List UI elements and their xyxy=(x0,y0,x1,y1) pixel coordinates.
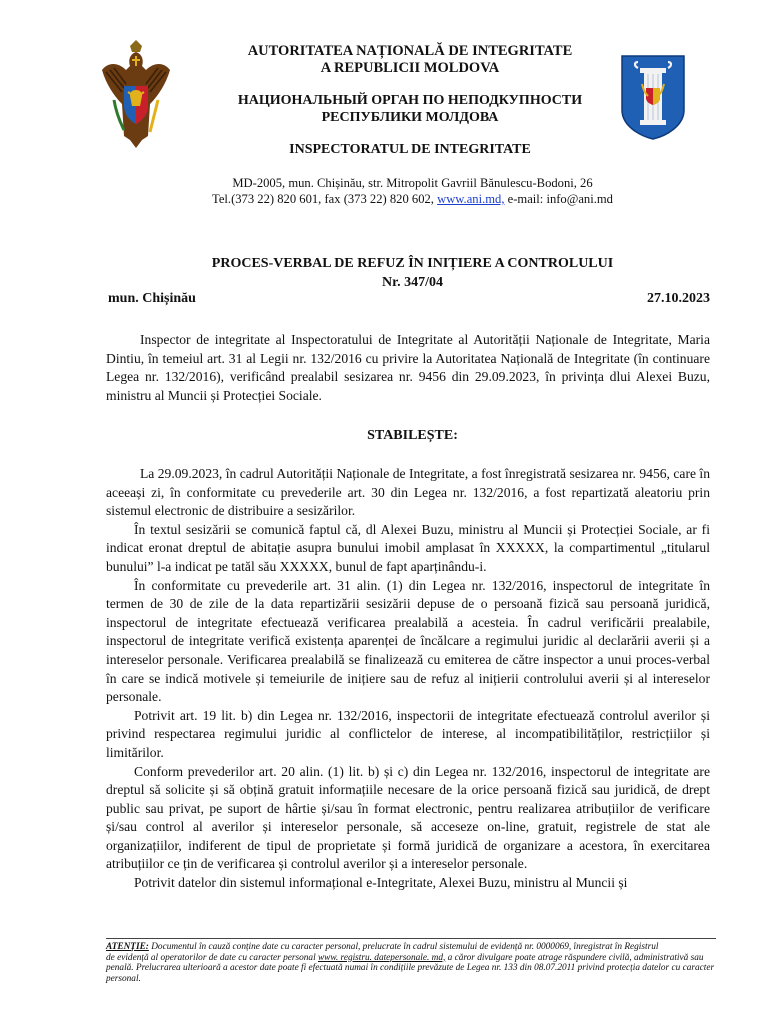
footnote-divider xyxy=(106,938,716,939)
contacts-prefix: Tel.(373 22) 820 601, fax (373 22) 820 602, xyxy=(212,192,438,206)
paragraph: Potrivit datelor din sistemul informațional e-Integritate, Alexei Buzu, ministru al Muncii și xyxy=(134,875,628,891)
footnote-line2-prefix: de evidență al operatorilor de date cu caracter personal xyxy=(106,952,318,963)
footnote-attention: ATENȚIE: xyxy=(106,942,149,952)
website-link[interactable]: www.ani.md, xyxy=(437,192,505,206)
org-name-ro xyxy=(160,43,660,76)
org-name-ru-line1: НАЦИОНАЛЬНЫЙ ОРГАН ПО НЕПОДКУПНОСТИ xyxy=(237,93,583,108)
address-line: MD-2005, mun. Chișinău, str. Mitropolit Gavriil Bănulescu-Bodoni, 26 xyxy=(232,176,593,190)
intro-text: Inspector de integritate al Inspectoratului de Integritate al Autorității Naționale de Integritate, Maria Dintiu, în temeiul art. 31 al Legii nr. 132/2016 cu privire la Autoritatea Națională de Integritate (în continuare Legea nr. 132/2016), verificând prealabil sesizarea nr. 9456 din 29.09.2023, în privința dlui Alexei Buzu, ministru al Muncii și Protecției Sociale. xyxy=(106,332,710,403)
footnote-line1: Documentul în cauză conține date cu caracter personal, prelucrate în cadrul sistemului de evidență nr. 0000069, înregistrat în Registrul xyxy=(148,942,659,952)
document-title-block xyxy=(100,254,725,292)
org-name-ru-line2: РЕСПУБЛИКИ МОЛДОВА xyxy=(321,109,499,125)
paragraph: Potrivit art. 19 lit. b) din Legea nr. 132/2016, inspectorii de integritate efectuează controlul averilor și privind respectarea regimului juridic al conflictelor de interese, al incompatibilităților, restricțiilor și limitărilor. xyxy=(106,707,710,760)
paragraph: În textul sesizării se comunică faptul că, dl Alexei Buzu, ministru al Muncii și Protecției Sociale, ar fi indicat eronat dreptul de abitație asupra bunului imobil amplasat în XXXXX, la compartimentul „titularul bunului” l-a indicat pe tatăl său XXXXX, bunul de fapt aparținându-i. xyxy=(106,521,710,574)
document-number: Nr. 347/04 xyxy=(382,275,443,290)
paragraph: La 29.09.2023, în cadrul Autorității Naționale de Integritate, a fost înregistrată sesizarea nr. 9456, care în aceeași zi, în conformitate cu prevederile art. 30 din Legea nr. 132/2016, a fost repartizată aleatoriu prin sistemul electronic de distribuire a sesizărilor. xyxy=(106,466,710,519)
footnote-line2-suffix: a căror divulgare poate atrage răspundere civilă, administrativă sau penală. Prelucrarea ulterioară a acestor date poate fi efectuată numai în condițiile prevăzute de Legea nr. 133 din 08.07.2011 privind protecția datelor cu caracter personal. xyxy=(106,952,715,984)
contact-block xyxy=(100,175,725,207)
footnote xyxy=(106,942,716,984)
section-heading: STABILEȘTE: xyxy=(367,428,458,443)
contacts-line xyxy=(100,191,725,207)
contacts-suffix: e-mail: info@ani.md xyxy=(504,192,613,206)
document-date: 27.10.2023 xyxy=(647,291,710,306)
org-name-ro-line1: AUTORITATEA NAȚIONALĂ DE INTEGRITATE xyxy=(247,43,573,59)
paragraph: Conform prevederilor art. 20 alin. (1) lit. b) și c) din Legea nr. 132/2016, inspectorul de integritate are dreptul să solicite și să obțină gratuit informațiile necesare de la orice persoană fizică sau juridică, de drept public sau privat, pe suport de hârtie și/sau în format electronic, pentru realizarea atribuțiilor de verificare și/sau control al averilor și intereselor personale, să acceseze on-line, gratuit, registrele de stat ale organizațiilor, indiferent de tipul de proprietate și formă juridică de organizare a acestora, în exercitarea atribuțiilor ce țin de verificarea și controlul averilor și a intereselor personale. xyxy=(106,763,710,872)
paragraph: În conformitate cu prevederile art. 31 alin. (1) din Legea nr. 132/2016, inspectorul de integritate în termen de 30 de zile de la data repartizării sesizării depuse de o persoană fizică sau persoană juridică, inspectorul de integritate efectuează verificarea prealabilă a acesteia. În cadrul verificării prealabile, inspectorul de integritate verifică existența aparenței de încălcare a regimului juridic al declarării averii și a intereselor personale. Verificarea prealabilă se finalizează cu emiterea de către inspector a unui proces-verbal în care se indică motivele și temeiurile de inițiere sau de refuz al inițierii controlului averii și al intereselor personale. xyxy=(106,577,710,705)
document-title: PROCES-VERBAL DE REFUZ ÎN INIȚIERE A CONTROLULUI xyxy=(211,256,614,271)
registry-link[interactable]: www. registru. datepersonale. md, xyxy=(317,952,446,963)
document-city: mun. Chișinău xyxy=(108,291,196,306)
org-name-ru xyxy=(160,93,660,126)
org-name-ro-line2: A REPUBLICII MOLDOVA xyxy=(320,59,500,76)
body-paragraphs xyxy=(106,465,710,893)
intro-paragraph xyxy=(106,331,710,405)
department-name: INSPECTORATUL DE INTEGRITATE xyxy=(289,142,531,157)
